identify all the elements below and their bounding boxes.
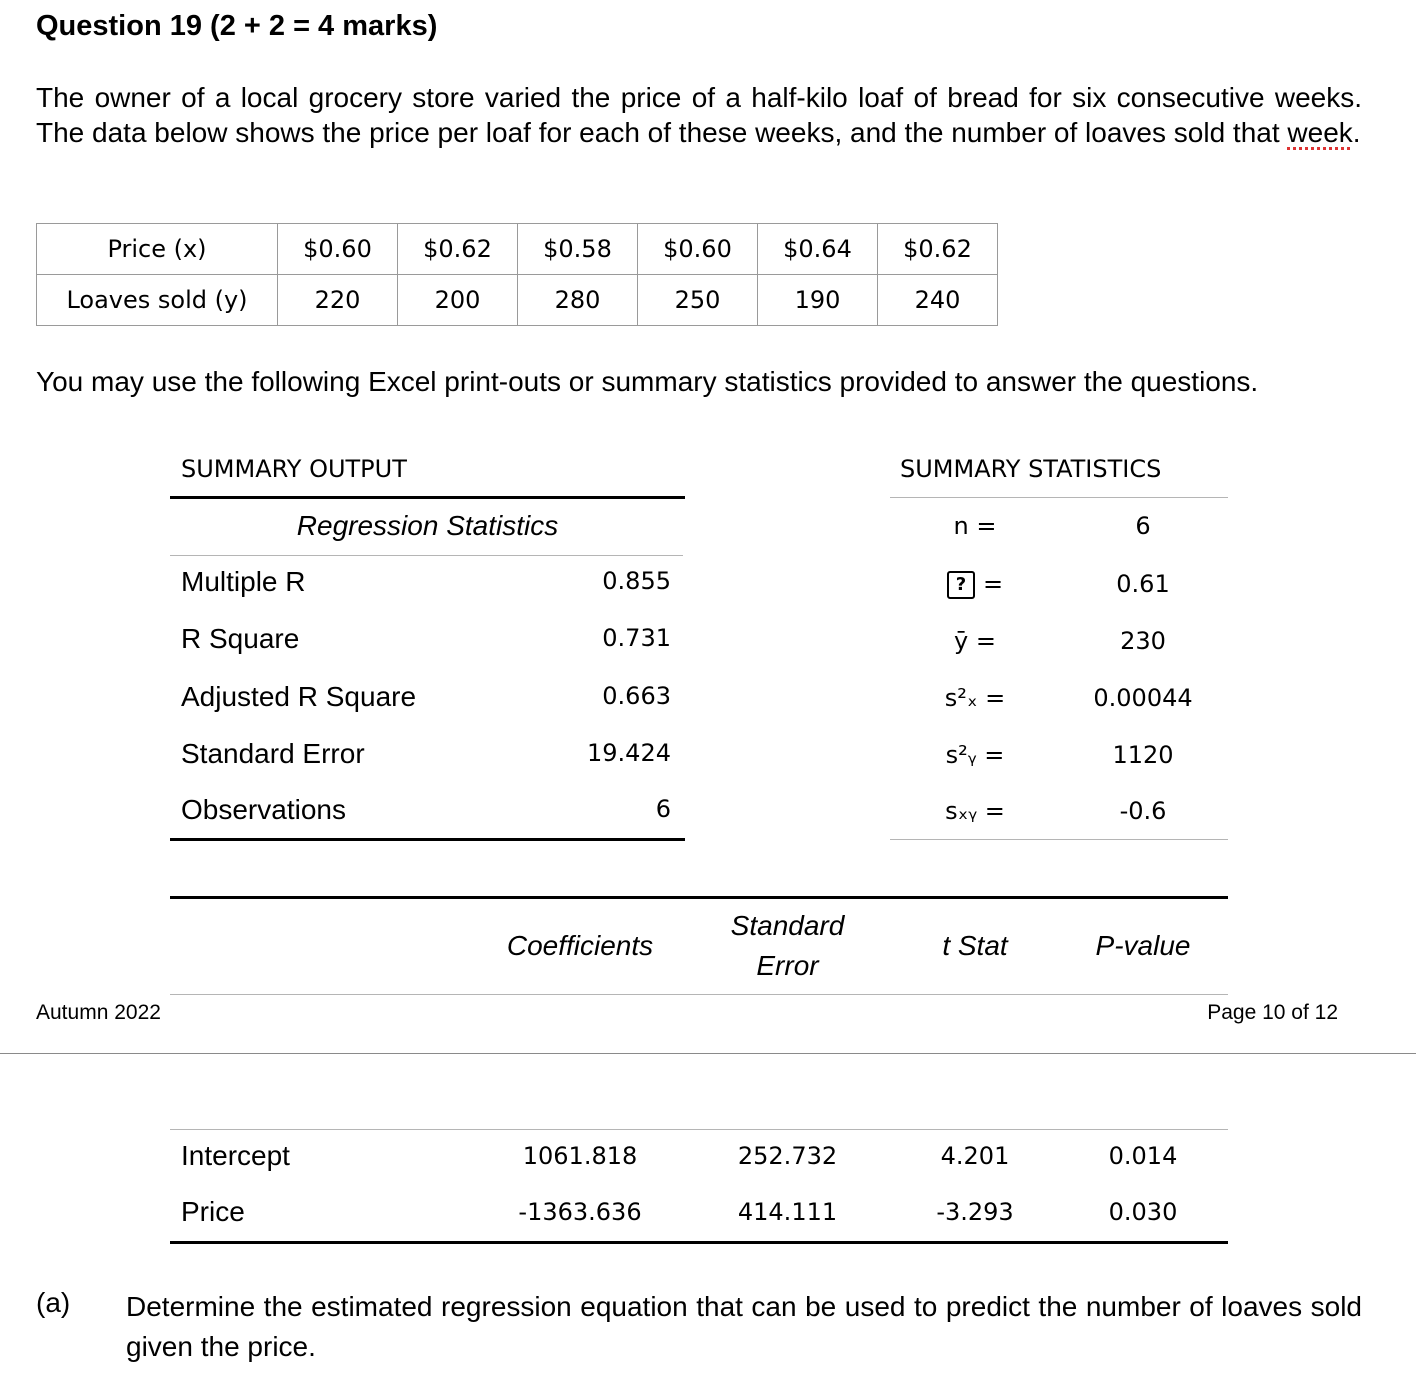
col-header-error: Error — [756, 950, 819, 981]
stat-symbol-sxy: sₓᵧ = — [945, 797, 1005, 825]
coef-value: -1363.636 — [518, 1198, 642, 1226]
stat-value-sy2: 1120 — [1112, 741, 1174, 769]
regression-statistics-heading: Regression Statistics — [296, 510, 559, 541]
table-cell: 190 — [758, 275, 878, 326]
summary-output-title: SUMMARY OUTPUT — [181, 455, 407, 483]
table-row-loaves — [37, 275, 998, 326]
table-cell: $0.60 — [278, 224, 398, 275]
price-loaves-table — [36, 223, 998, 326]
coef-row-label: Intercept — [181, 1140, 290, 1171]
t-value: 4.201 — [940, 1142, 1010, 1170]
stat-value-n: 6 — [1135, 512, 1151, 540]
se-value: 414.111 — [737, 1198, 838, 1226]
table-cell: $0.60 — [638, 224, 758, 275]
question-intro — [36, 80, 1362, 150]
table-cell: $0.64 — [758, 224, 878, 275]
col-header-tstat: t Stat — [942, 930, 1008, 961]
question-title: Question 19 (2 + 2 = 4 marks) — [36, 10, 438, 42]
table-cell: $0.62 — [398, 224, 518, 275]
divider — [170, 994, 1228, 995]
stat-symbol-n: n = — [953, 512, 997, 540]
summary-statistics-title: SUMMARY STATISTICS — [900, 455, 1162, 483]
stat-value: 0.731 — [602, 624, 671, 652]
divider — [890, 839, 1228, 840]
divider — [170, 838, 685, 841]
stat-symbol-sx2: s²ₓ = — [944, 684, 1006, 712]
stat-value: 0.663 — [602, 682, 671, 710]
stat-label: Observations — [181, 794, 346, 825]
coef-row-label: Price — [181, 1196, 245, 1227]
coef-value: 1061.818 — [522, 1142, 638, 1170]
stat-symbol-xbar — [915, 570, 1035, 599]
divider — [890, 497, 1228, 498]
table-cell: 240 — [878, 275, 998, 326]
stat-label: Adjusted R Square — [181, 681, 417, 712]
table-cell: $0.62 — [878, 224, 998, 275]
stat-value-ybar: 230 — [1120, 627, 1166, 655]
page-break-line — [0, 1053, 1416, 1054]
intro-word-week: week — [1287, 117, 1353, 148]
stat-symbol-ybar: ȳ = — [954, 627, 996, 655]
intro-period: . — [1352, 117, 1361, 148]
stat-value: 19.424 — [587, 739, 671, 767]
col-header-standard: Standard — [730, 910, 845, 941]
instruction-note: You may use the following Excel print-outs or summary statistics provided to answer the questions. — [36, 366, 1259, 397]
part-a-label: (a) — [36, 1287, 71, 1318]
stat-value: 6 — [655, 795, 671, 823]
stat-symbol-sy2: s²ᵧ = — [945, 741, 1005, 769]
table-cell: 200 — [398, 275, 518, 326]
divider — [170, 496, 685, 499]
col-header-pvalue: P-value — [1095, 930, 1191, 961]
p-value: 0.030 — [1108, 1198, 1178, 1226]
table-cell: 280 — [518, 275, 638, 326]
col-header-coefficients: Coefficients — [506, 930, 654, 961]
divider — [170, 1241, 1228, 1244]
footer-term: Autumn 2022 — [36, 1001, 161, 1024]
stat-value: 0.855 — [602, 567, 671, 595]
stat-value-xbar: 0.61 — [1116, 570, 1170, 598]
se-value: 252.732 — [737, 1142, 838, 1170]
table-cell: 220 — [278, 275, 398, 326]
stat-symbol-label: = — [982, 570, 1004, 598]
row-header-price: Price (x) — [37, 224, 278, 275]
divider — [170, 896, 1228, 899]
part-a-text: Determine the estimated regression equation that can be used to predict the number of loaves sold given the price. — [126, 1291, 1362, 1362]
stat-value-sx2: 0.00044 — [1093, 684, 1193, 712]
row-header-loaves: Loaves sold (y) — [37, 275, 278, 326]
missing-symbol-icon: ? — [947, 571, 975, 599]
divider — [170, 555, 683, 556]
footer-page-number: Page 10 of 12 — [1207, 1001, 1338, 1024]
stat-label: Multiple R — [181, 566, 306, 597]
table-row-price — [37, 224, 998, 275]
t-value: -3.293 — [936, 1198, 1014, 1226]
stat-value-sxy: -0.6 — [1119, 797, 1167, 825]
stat-label: Standard Error — [181, 738, 365, 769]
stat-label: R Square — [181, 623, 300, 654]
table-cell: $0.58 — [518, 224, 638, 275]
intro-text: The owner of a local grocery store varied the price of a half-kilo loaf of bread for six consecutive weeks. The data below shows the price per loaf for each of these weeks, and the number of loaves sold that — [36, 82, 1362, 148]
p-value: 0.014 — [1108, 1142, 1178, 1170]
divider — [170, 1129, 1228, 1130]
table-cell: 250 — [638, 275, 758, 326]
